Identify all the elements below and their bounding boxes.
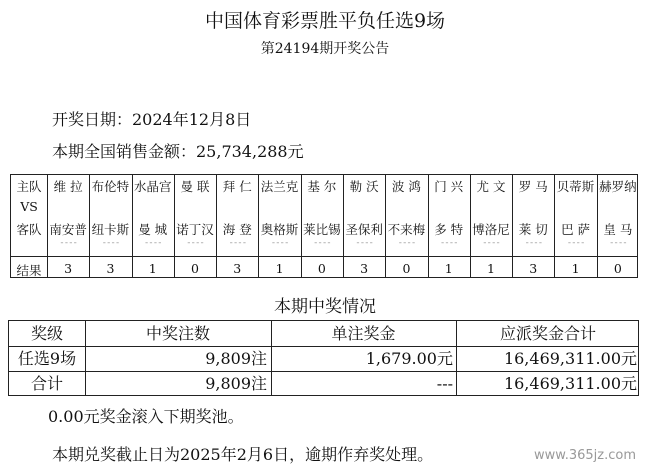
match-result: 1	[275, 261, 284, 276]
match-column	[597, 175, 639, 277]
header-total-prize: 应派奖金合计	[499, 324, 596, 343]
home-team: 水晶宫	[133, 179, 172, 194]
match-result: 0	[317, 261, 326, 276]
separator-dashes: ----	[59, 238, 77, 248]
separator-dashes: ----	[609, 238, 627, 248]
match-column	[554, 175, 596, 277]
match-result: 3	[233, 261, 242, 276]
separator-dashes: ----	[566, 238, 585, 248]
separator-dashes: ----	[101, 238, 120, 248]
away-team: 纽卡斯	[91, 222, 130, 237]
match-column	[132, 175, 174, 277]
match-column	[343, 175, 385, 277]
unit-prize: 1,679.00元	[365, 349, 453, 368]
match-column	[47, 175, 89, 277]
rollover-note: 0.00元奖金滚入下期奖池。	[48, 407, 244, 426]
match-table	[10, 174, 638, 278]
separator-dashes: ----	[186, 238, 204, 248]
prize-level: 合计	[30, 374, 63, 393]
sales-amount: 本期全国销售金额：25,734,288元	[52, 142, 304, 161]
draw-date: 开奖日期：2024年12月8日	[52, 110, 252, 129]
home-team: 贝蒂斯	[556, 179, 595, 194]
home-team: 赫罗纳	[599, 179, 637, 194]
separator-dashes: ----	[313, 238, 331, 248]
away-team: 莱 切	[518, 222, 548, 237]
section-title: 本期中奖情况	[274, 297, 376, 317]
home-team: 尤 文	[476, 179, 506, 194]
prize-level: 任选9场	[17, 349, 77, 368]
total-prize: 16,469,311.00元	[503, 374, 637, 393]
match-result: 3	[360, 261, 369, 276]
page-title: 中国体育彩票胜平负任选9场	[204, 10, 446, 32]
separator-dashes: ----	[228, 238, 247, 248]
page-subtitle: 第24194期开奖公告	[260, 41, 390, 57]
match-result: 1	[444, 261, 453, 276]
away-team: 曼 城	[138, 222, 168, 237]
match-result: 3	[64, 261, 73, 276]
away-team: 诺丁汉	[176, 222, 214, 237]
away-team: 博洛尼	[472, 222, 510, 237]
away-team: 莱比锡	[303, 222, 341, 237]
unit-prize: ---	[436, 374, 453, 393]
separator-dashes: ----	[355, 238, 373, 248]
away-team: 海 登	[222, 222, 252, 237]
watermark: www.365jz.com	[534, 448, 636, 463]
match-result: 3	[106, 261, 115, 276]
away-team: 不来梅	[387, 222, 426, 237]
home-team: 勒 沃	[349, 179, 379, 194]
separator-dashes: ----	[397, 238, 416, 248]
separator-dashes: ----	[439, 238, 458, 248]
home-team: 曼 联	[180, 179, 210, 194]
separator-dashes: ----	[270, 238, 289, 248]
deadline-note: 本期兑奖截止日为2025年2月6日，逾期作弃奖处理。	[52, 445, 434, 464]
row-label-away: 客队	[16, 222, 42, 237]
winner-count: 9,809注	[205, 374, 267, 393]
away-team: 圣保利	[345, 222, 383, 237]
away-team: 皇 马	[603, 222, 633, 237]
winner-count: 9,809注	[205, 349, 267, 368]
home-team: 基 尔	[307, 179, 337, 194]
away-team: 南安普	[49, 222, 87, 237]
total-prize: 16,469,311.00元	[503, 349, 637, 368]
home-team: 罗 马	[518, 179, 548, 194]
separator-dashes: ----	[524, 238, 543, 248]
match-column	[258, 175, 300, 277]
separator-dashes: ----	[482, 238, 500, 248]
prize-header-row	[9, 321, 638, 346]
home-team: 法兰克	[260, 179, 299, 194]
row-label-vs: VS	[20, 199, 38, 214]
home-team: 布伦特	[91, 179, 130, 194]
match-column	[512, 175, 554, 277]
away-team: 巴 萨	[561, 222, 591, 237]
table-row	[9, 371, 638, 396]
match-result: 0	[191, 261, 199, 276]
match-result: 1	[571, 261, 580, 276]
match-result: 0	[613, 261, 622, 276]
match-column	[89, 175, 131, 277]
match-column	[428, 175, 470, 277]
match-column	[470, 175, 512, 277]
away-team: 多 特	[434, 222, 464, 237]
away-team: 奥格斯	[260, 222, 299, 237]
home-team: 维 拉	[53, 179, 83, 194]
header-winner-count: 中奖注数	[145, 324, 210, 343]
match-result: 0	[402, 261, 411, 276]
header-prize-level: 奖级	[30, 324, 63, 343]
match-column	[216, 175, 258, 277]
table-row	[9, 346, 638, 371]
row-label-result: 结果	[16, 263, 42, 278]
row-label-home: 主队	[16, 179, 42, 194]
separator-dashes: ----	[143, 238, 162, 248]
match-result: 3	[529, 261, 538, 276]
prize-table	[8, 320, 639, 396]
match-result: 1	[487, 261, 495, 276]
home-team: 波 鸿	[391, 179, 421, 194]
match-column	[174, 175, 216, 277]
home-team: 拜 仁	[222, 179, 252, 194]
header-unit-prize: 单注奖金	[331, 324, 396, 343]
match-column	[385, 175, 427, 277]
match-result: 1	[148, 261, 157, 276]
match-column	[301, 175, 343, 277]
home-team: 门 兴	[434, 179, 464, 194]
